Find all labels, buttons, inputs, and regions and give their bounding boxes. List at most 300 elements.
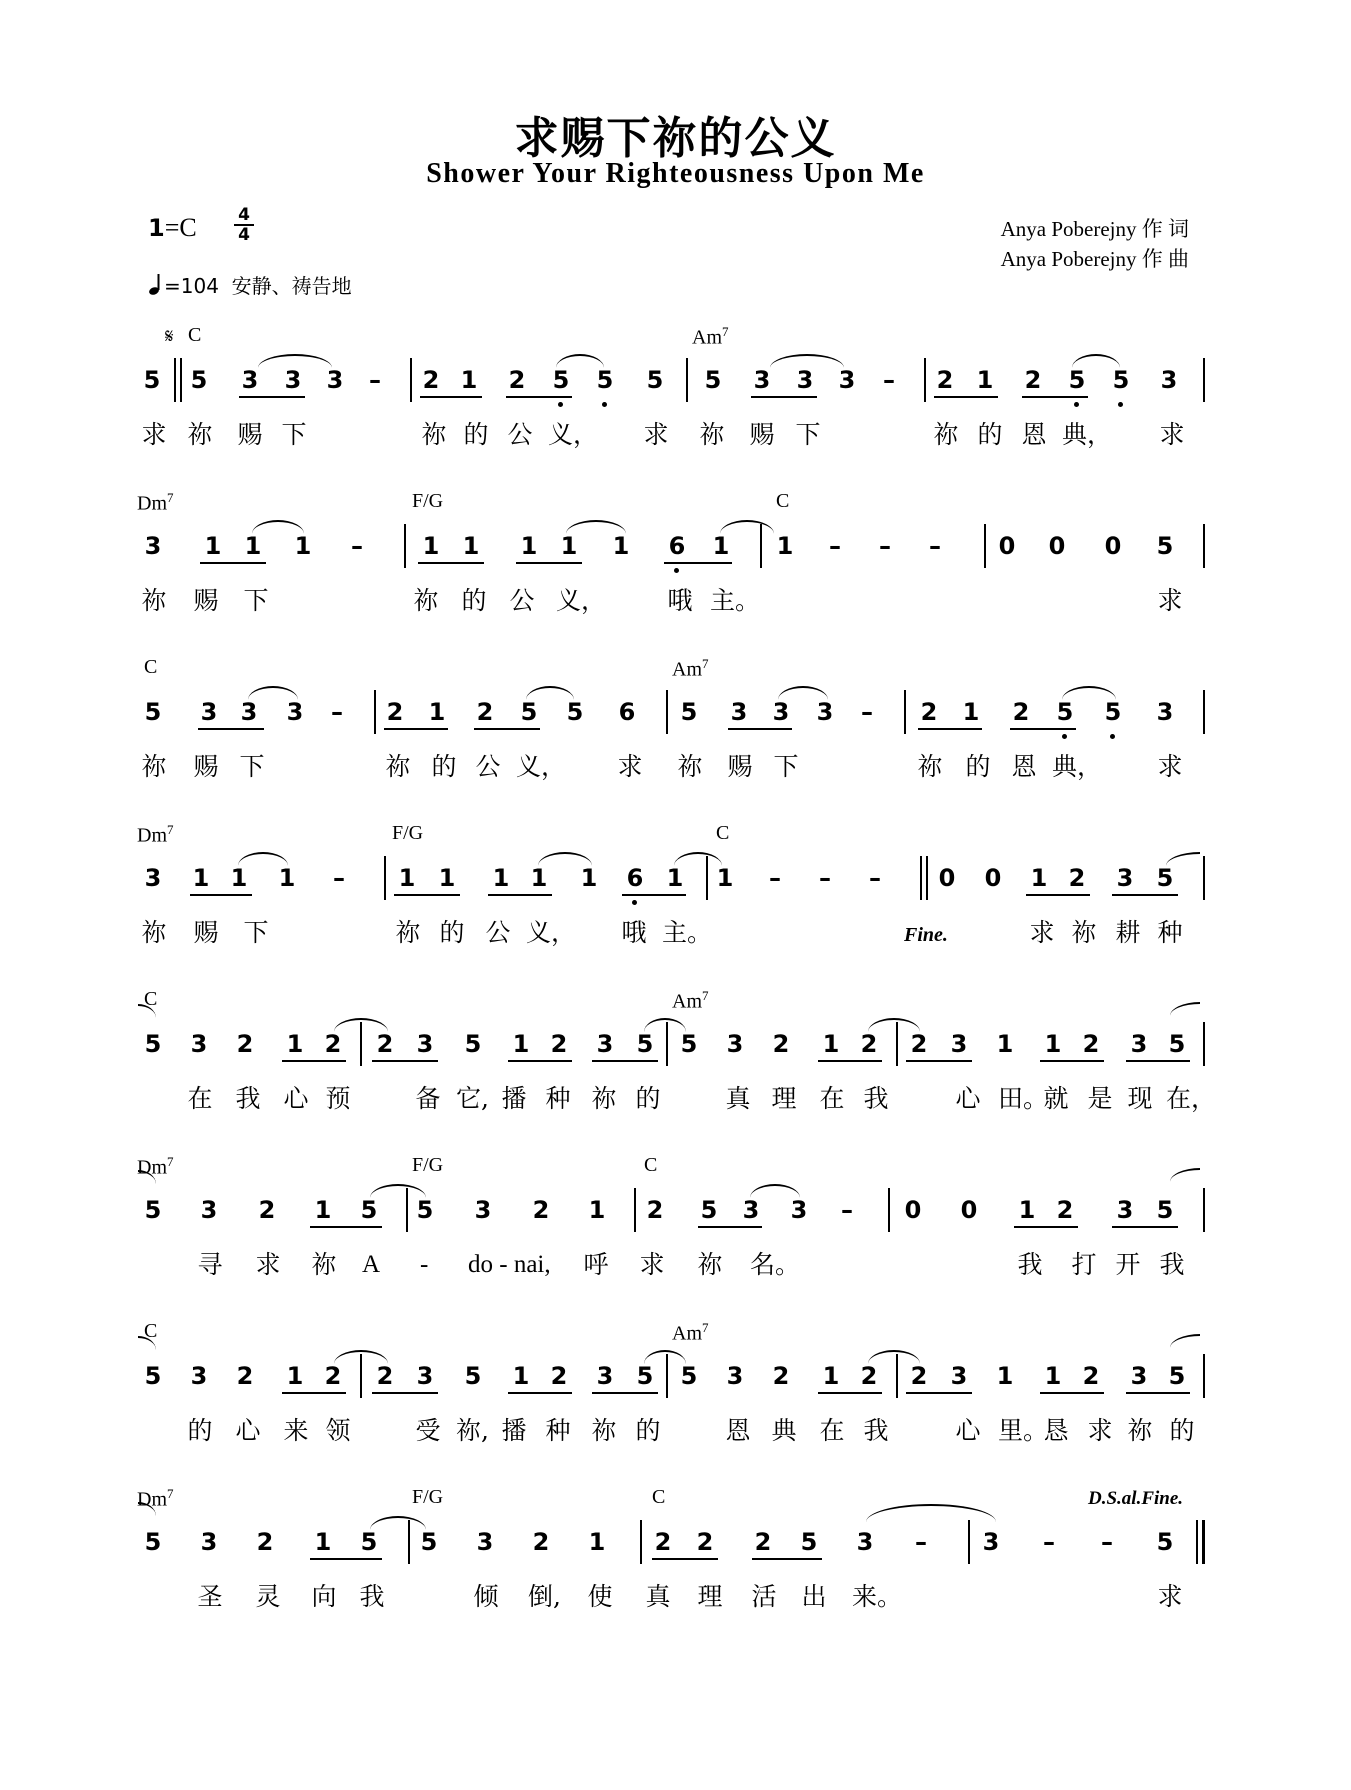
lyric: 祢 — [311, 1250, 337, 1279]
beam — [652, 1558, 718, 1560]
dash: – — [841, 1196, 853, 1224]
chord-root: Am — [672, 990, 702, 1013]
lyric: 种 — [545, 1416, 571, 1445]
beam — [592, 1392, 658, 1394]
lyric: 我 — [359, 1582, 385, 1611]
jianpu-note: 2 — [256, 1528, 274, 1556]
jianpu-note: 1 — [1044, 1362, 1062, 1390]
chord-symbol: C — [144, 656, 158, 678]
lyric: 的 — [635, 1084, 661, 1113]
lyric: 下 — [281, 420, 307, 449]
jianpu-note: 3 — [772, 698, 790, 726]
dash: – — [1043, 1528, 1055, 1556]
jianpu-note: 3 — [950, 1362, 968, 1390]
jianpu-note: 1 — [428, 698, 446, 726]
tie-start — [1166, 852, 1200, 866]
lyric: 祢 — [421, 420, 447, 449]
beam — [752, 1558, 822, 1560]
tempo-expression: 安静、祷告地 — [231, 274, 352, 298]
lyric: 寻 — [197, 1250, 223, 1279]
jianpu-note: 1 — [314, 1196, 332, 1224]
dash: – — [769, 864, 781, 892]
jianpu-note: 1 — [530, 864, 548, 892]
barline — [666, 690, 668, 734]
lyric: 呼 — [583, 1250, 609, 1279]
jianpu-note: 1 — [462, 532, 480, 560]
jianpu-note: 0 — [960, 1196, 978, 1224]
jianpu-note: 1 — [976, 366, 994, 394]
lyric: 下 — [795, 420, 821, 449]
barline — [408, 1520, 410, 1564]
jianpu-note: 1 — [294, 532, 312, 560]
time-sig-top: 4 — [238, 205, 250, 225]
jianpu-note: 0 — [984, 864, 1002, 892]
lyric: 哦 — [621, 918, 647, 947]
lyric: 倾 — [473, 1582, 499, 1611]
lyric: 求 — [1157, 752, 1183, 781]
jianpu-note: 2 — [860, 1030, 878, 1058]
jianpu-note: 2 — [236, 1030, 254, 1058]
beam — [1040, 1392, 1104, 1394]
lyric: 义， — [556, 586, 607, 615]
dash: – — [1101, 1528, 1113, 1556]
tie — [258, 354, 332, 368]
jianpu-note: 1 — [822, 1030, 840, 1058]
beam — [282, 1392, 346, 1394]
jianpu-note: 1 — [580, 864, 598, 892]
jianpu-note: 1 — [286, 1030, 304, 1058]
lyric: 求 — [1087, 1416, 1113, 1445]
lyric: 我 — [1159, 1250, 1185, 1279]
chord-symbol: F/G — [412, 1154, 444, 1176]
chord-symbol: F/G — [392, 822, 424, 844]
beam — [1026, 894, 1090, 896]
lyric: 求 — [1159, 420, 1185, 449]
lyric: 公 — [507, 420, 533, 449]
jianpu-note: 5 — [144, 1030, 162, 1058]
beam — [1022, 396, 1088, 398]
lyric: 赐 — [727, 752, 753, 781]
final-barline — [1202, 1520, 1205, 1564]
jianpu-note: 1 — [204, 532, 222, 560]
chord-root: Am — [672, 1322, 702, 1345]
jianpu-note: 1 — [286, 1362, 304, 1390]
lower-octave-dot — [558, 402, 563, 407]
lyric: 预 — [325, 1084, 351, 1113]
jianpu-note: 2 — [1056, 1196, 1074, 1224]
final-barline — [1196, 1520, 1198, 1564]
jianpu-note: 0 — [904, 1196, 922, 1224]
chord-root: Am — [672, 658, 702, 681]
lyric: 我 — [863, 1084, 889, 1113]
jianpu-note: 1 — [996, 1362, 1014, 1390]
barline — [1203, 358, 1205, 402]
jianpu-note: 2 — [508, 366, 526, 394]
barline — [406, 1188, 408, 1232]
jianpu-note: 3 — [730, 698, 748, 726]
lyric: 的 — [461, 586, 487, 615]
jianpu-note: 3 — [200, 1196, 218, 1224]
chord-symbol: C — [144, 1320, 158, 1342]
jianpu-note: 5 — [360, 1528, 378, 1556]
lyric: 种 — [545, 1084, 571, 1113]
jianpu-note: 1 — [230, 864, 248, 892]
beam — [200, 562, 266, 564]
barline — [634, 1188, 636, 1232]
jianpu-note: 1 — [716, 864, 734, 892]
jianpu-note: 3 — [240, 698, 258, 726]
beam — [384, 728, 448, 730]
beam — [508, 1060, 572, 1062]
ds-al-fine-marking: D.S.al.Fine. — [1088, 1488, 1184, 1509]
lyric: 祢 — [413, 586, 439, 615]
lyric: 就 — [1043, 1084, 1069, 1113]
barline — [686, 358, 688, 402]
dash: – — [883, 366, 895, 394]
jianpu-note: 2 — [324, 1030, 342, 1058]
jianpu-note: 2 — [910, 1030, 928, 1058]
lyric: 开 — [1115, 1250, 1141, 1279]
lyric: 祢 — [187, 420, 213, 449]
lyric: 的 — [977, 420, 1003, 449]
jianpu-note: 2 — [532, 1196, 550, 1224]
dash: – — [861, 698, 873, 726]
lyric: 赐 — [237, 420, 263, 449]
beam — [1126, 1060, 1190, 1062]
jianpu-note: 1 — [560, 532, 578, 560]
chord-symbol: C — [144, 988, 158, 1010]
jianpu-note: 2 — [860, 1362, 878, 1390]
jianpu-note: 5 — [1056, 698, 1074, 726]
jianpu-note: 3 — [200, 698, 218, 726]
jianpu-note: 1 — [398, 864, 416, 892]
beam — [239, 396, 305, 398]
jianpu-note: 3 — [950, 1030, 968, 1058]
lyric: 圣 — [197, 1582, 223, 1611]
jianpu-note: 5 — [800, 1528, 818, 1556]
jianpu-note: 2 — [422, 366, 440, 394]
lyric: 我 — [235, 1084, 261, 1113]
lyric: 祢 — [917, 752, 943, 781]
jianpu-note: 2 — [236, 1362, 254, 1390]
chord-extension: 7 — [702, 988, 709, 1003]
chord-symbol: C — [716, 822, 730, 844]
chord-root: Dm — [137, 824, 167, 847]
barline — [174, 358, 176, 402]
lyric: 种 — [1157, 918, 1183, 947]
jianpu-note: 1 — [588, 1196, 606, 1224]
jianpu-note: 5 — [420, 1528, 438, 1556]
lyric: 心 — [955, 1084, 981, 1113]
lyric: 祢 — [385, 752, 411, 781]
jianpu-note: 1 — [962, 698, 980, 726]
lyric: 在 — [819, 1084, 845, 1113]
jianpu-note: 3 — [856, 1528, 874, 1556]
beam — [190, 894, 252, 896]
chord-extension: 7 — [702, 1320, 709, 1335]
jianpu-note: 2 — [1024, 366, 1042, 394]
lyric: 在 — [819, 1416, 845, 1445]
chord-extension: 7 — [167, 1486, 174, 1501]
lyric: 真 — [725, 1084, 751, 1113]
barline — [706, 856, 708, 900]
lyric: 下 — [239, 752, 265, 781]
beam — [282, 1060, 346, 1062]
jianpu-note: 3 — [1116, 1196, 1134, 1224]
beam — [372, 1392, 438, 1394]
barline — [404, 524, 406, 568]
lyric: 播 — [501, 1084, 527, 1113]
lyric: 公 — [475, 752, 501, 781]
beam — [310, 1558, 382, 1560]
lyric: do - nai, — [468, 1251, 551, 1278]
lyric: 义， — [548, 420, 599, 449]
jianpu-note: 5 — [144, 1196, 162, 1224]
chord-symbol: C — [776, 490, 790, 512]
jianpu-note: 2 — [376, 1030, 394, 1058]
beam — [1126, 1392, 1190, 1394]
lyric: 义， — [516, 752, 567, 781]
lyric: 义， — [526, 918, 577, 947]
lyric: 倒, — [528, 1582, 561, 1611]
dash: – — [369, 366, 381, 394]
dash: – — [869, 864, 881, 892]
lyric: 耕 — [1115, 918, 1141, 947]
lyric: 来 — [283, 1416, 309, 1445]
jianpu-note: 2 — [646, 1196, 664, 1224]
jianpu-note: 3 — [816, 698, 834, 726]
jianpu-note: 5 — [1168, 1030, 1186, 1058]
beam — [622, 894, 686, 896]
lyric: 祢 — [395, 918, 421, 947]
barline — [1203, 1188, 1205, 1232]
lyric: 灵 — [255, 1582, 281, 1611]
jianpu-note: 3 — [1160, 366, 1178, 394]
lyric: 我 — [863, 1416, 889, 1445]
chord-extension: 7 — [167, 490, 174, 505]
beam — [906, 1392, 972, 1394]
jianpu-note: 3 — [284, 366, 302, 394]
jianpu-note: 5 — [520, 698, 538, 726]
jianpu-note: 3 — [596, 1362, 614, 1390]
lyric: 在， — [1166, 1084, 1217, 1113]
lyric: 是 — [1087, 1084, 1113, 1113]
barline — [1203, 1022, 1205, 1066]
jianpu-note: 3 — [144, 532, 162, 560]
jianpu-note: 1 — [822, 1362, 840, 1390]
lyric: 的 — [431, 752, 457, 781]
barline — [896, 1022, 898, 1066]
jianpu-note: 2 — [1012, 698, 1030, 726]
lyric: 心 — [235, 1416, 261, 1445]
jianpu-note: 2 — [754, 1528, 772, 1556]
jianpu-note: 5 — [1156, 864, 1174, 892]
tempo-marking — [148, 270, 352, 299]
jianpu-note: 1 — [996, 1030, 1014, 1058]
jianpu-note: 3 — [790, 1196, 808, 1224]
dash: – — [879, 532, 891, 560]
chord-root: Dm — [137, 492, 167, 515]
jianpu-note: 6 — [668, 532, 686, 560]
lyric: 受 — [415, 1416, 441, 1445]
jianpu-note: 2 — [550, 1362, 568, 1390]
jianpu-note: 1 — [512, 1030, 530, 1058]
jianpu-note: 3 — [1156, 698, 1174, 726]
barline — [666, 1354, 668, 1398]
jianpu-note: 0 — [938, 864, 956, 892]
barline — [374, 690, 376, 734]
lyric: 我 — [1017, 1250, 1043, 1279]
song-title-english: Shower Your Righteousness Upon Me — [426, 158, 925, 189]
jianpu-note: 2 — [654, 1528, 672, 1556]
jianpu-note: 5 — [464, 1030, 482, 1058]
key-label: =C — [164, 213, 197, 242]
lower-octave-dot — [1110, 734, 1115, 739]
lyric: 祢 — [677, 752, 703, 781]
jianpu-note: 5 — [646, 366, 664, 394]
barline — [1203, 524, 1205, 568]
beam — [198, 728, 264, 730]
lyric: 赐 — [193, 586, 219, 615]
lyric: 公 — [485, 918, 511, 947]
lyric: 它, — [456, 1084, 489, 1113]
beam — [818, 1060, 882, 1062]
jianpu-note: 1 — [520, 532, 538, 560]
chord-symbol — [137, 822, 174, 848]
lyric: 公 — [509, 586, 535, 615]
jianpu-note: 3 — [1130, 1362, 1148, 1390]
jianpu-note: 5 — [680, 1030, 698, 1058]
beam — [918, 728, 982, 730]
lyric: 主。 — [710, 586, 761, 615]
beam — [418, 562, 484, 564]
jianpu-note: 1 — [588, 1528, 606, 1556]
lyric: 典， — [1052, 752, 1103, 781]
quarter-note-icon — [148, 272, 164, 294]
lyric: 求 — [643, 420, 669, 449]
jianpu-note: 1 — [192, 864, 210, 892]
barline — [1203, 856, 1205, 900]
lyric: 真 — [645, 1582, 671, 1611]
jianpu-note: 5 — [596, 366, 614, 394]
jianpu-note: 5 — [144, 1362, 162, 1390]
lyric: 下 — [243, 918, 269, 947]
tie — [770, 354, 844, 368]
lyric: 求 — [1029, 918, 1055, 947]
lyric: 求 — [141, 420, 167, 449]
dash: – — [829, 532, 841, 560]
lyric: 的 — [187, 1416, 213, 1445]
lyric: 赐 — [193, 918, 219, 947]
jianpu-note: 5 — [360, 1196, 378, 1224]
jianpu-note: 5 — [680, 698, 698, 726]
tempo-bpm: =104 — [164, 274, 219, 298]
jianpu-note: 2 — [1068, 864, 1086, 892]
jianpu-note: 1 — [712, 532, 730, 560]
jianpu-note: 1 — [776, 532, 794, 560]
jianpu-note: 3 — [596, 1030, 614, 1058]
lyric: 主。 — [662, 918, 713, 947]
jianpu-note: 5 — [1112, 366, 1130, 394]
jianpu-note: 5 — [190, 366, 208, 394]
beam — [1010, 728, 1076, 730]
lyric: 使 — [587, 1582, 613, 1611]
jianpu-note: 5 — [636, 1030, 654, 1058]
lyric: 求 — [639, 1250, 665, 1279]
lyric: 哦 — [667, 586, 693, 615]
jianpu-note: 5 — [700, 1196, 718, 1224]
jianpu-note: 3 — [144, 864, 162, 892]
time-sig-bottom: 4 — [238, 225, 250, 245]
jianpu-note: 3 — [200, 1528, 218, 1556]
lyric: 理 — [697, 1582, 723, 1611]
lyric: 现 — [1127, 1084, 1153, 1113]
lyricist-credit: Anya Poberejny 作 词 — [1000, 217, 1189, 241]
jianpu-note: 2 — [920, 698, 938, 726]
chord-symbol: C — [652, 1486, 666, 1508]
lyric: 典 — [771, 1416, 797, 1445]
jianpu-note: 3 — [474, 1196, 492, 1224]
beam — [1014, 1226, 1078, 1228]
lower-octave-dot — [674, 568, 679, 573]
jianpu-note: 1 — [278, 864, 296, 892]
tie — [720, 520, 774, 534]
tie — [866, 1504, 996, 1522]
jianpu-note: 1 — [666, 864, 684, 892]
jianpu-note: 2 — [532, 1528, 550, 1556]
jianpu-note: 3 — [416, 1030, 434, 1058]
lyric: 祢 — [1071, 918, 1097, 947]
jianpu-note: 2 — [376, 1362, 394, 1390]
jianpu-note: 2 — [936, 366, 954, 394]
lyric: 祢 — [591, 1084, 617, 1113]
lyric: 来。 — [852, 1582, 903, 1611]
beam — [728, 728, 792, 730]
beam — [906, 1060, 972, 1062]
jianpu-note: 3 — [241, 366, 259, 394]
time-signature — [232, 206, 256, 244]
barline — [904, 690, 906, 734]
beam — [394, 894, 460, 896]
beam — [698, 1226, 762, 1228]
barline — [984, 524, 986, 568]
jianpu-note: 1 — [244, 532, 262, 560]
jianpu-note: 2 — [772, 1362, 790, 1390]
chord-symbol — [672, 656, 709, 682]
jianpu-note: 5 — [144, 1528, 162, 1556]
lyric: 打 — [1071, 1250, 1097, 1279]
barline — [1203, 1354, 1205, 1398]
chord-symbol: C — [188, 324, 202, 346]
jianpu-note: 3 — [982, 1528, 1000, 1556]
jianpu-note: 1 — [612, 532, 630, 560]
beam — [751, 396, 817, 398]
lyric: - — [420, 1251, 429, 1278]
lyric: 求 — [255, 1250, 281, 1279]
dash: – — [929, 532, 941, 560]
jianpu-note: 1 — [1018, 1196, 1036, 1224]
jianpu-note: 1 — [422, 532, 440, 560]
jianpu-note: 2 — [550, 1030, 568, 1058]
barline — [896, 1354, 898, 1398]
lyric: 恩 — [1021, 420, 1047, 449]
lyric: 恳 — [1043, 1416, 1069, 1445]
lyric: 心 — [955, 1416, 981, 1445]
lower-octave-dot — [1118, 402, 1123, 407]
beam — [474, 728, 540, 730]
jianpu-note: 2 — [1082, 1030, 1100, 1058]
dash: – — [915, 1528, 927, 1556]
